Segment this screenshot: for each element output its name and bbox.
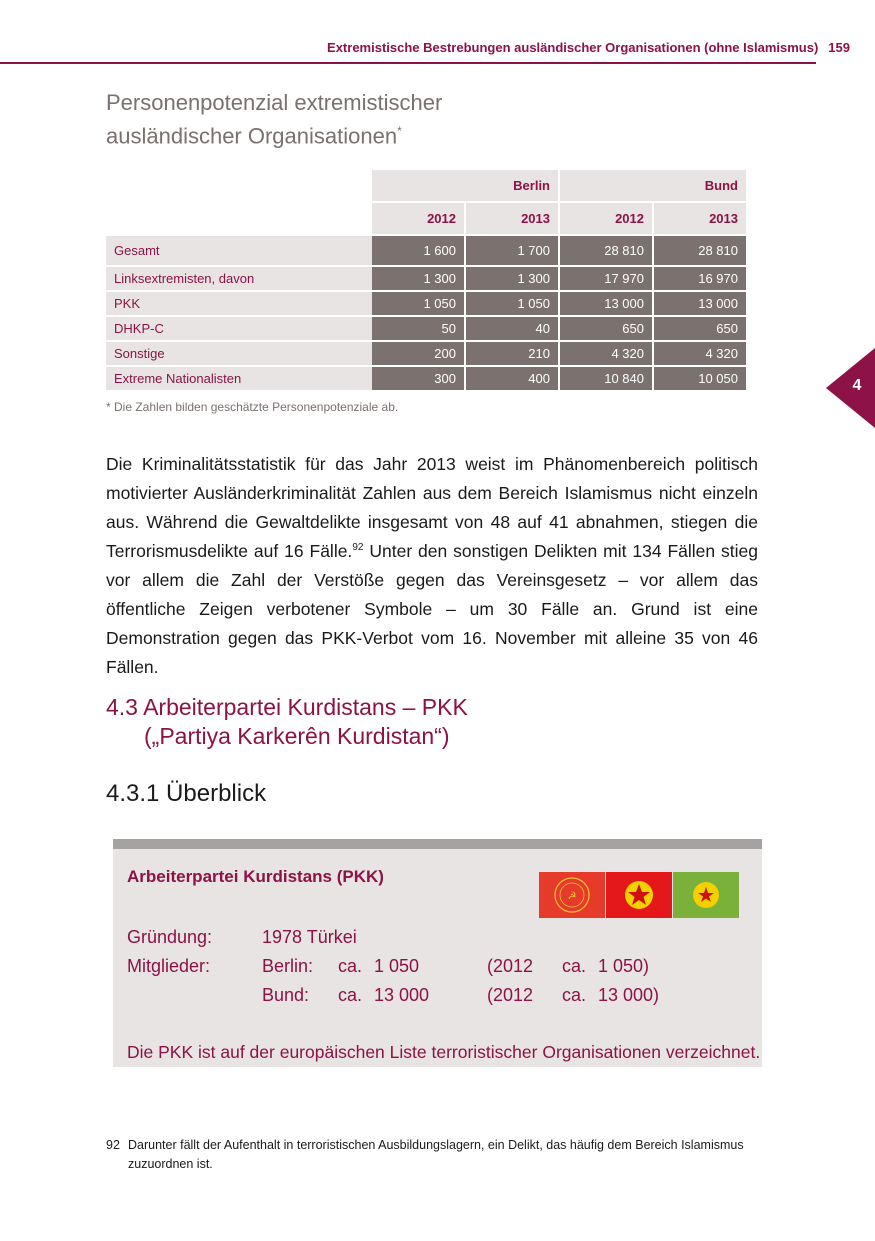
table-year-header-row <box>106 201 746 234</box>
table-cell: 4 320 <box>558 340 652 365</box>
footnote-number: 92 <box>106 1138 120 1152</box>
berlin-prev-value: 1 050) <box>598 956 650 976</box>
row-label: Linksextremisten, davon <box>106 265 372 290</box>
running-head <box>200 40 850 55</box>
footnote-reference: 92 <box>352 542 364 554</box>
bund-ca: ca. <box>338 985 363 1005</box>
table-cell: 16 970 <box>652 265 746 290</box>
table-cell: 1 300 <box>464 265 558 290</box>
table-cell: 28 810 <box>558 234 652 265</box>
footnote <box>106 1136 756 1174</box>
svg-text:☭: ☭ <box>567 891 577 902</box>
table-title-marker: * <box>397 124 402 138</box>
table-row <box>106 340 746 365</box>
bund-prev-value: 13 000) <box>598 985 660 1005</box>
table-cell: 10 840 <box>558 365 652 390</box>
bund-label: Bund: <box>262 985 310 1005</box>
table-cell: 50 <box>372 315 464 340</box>
table-cell: 300 <box>372 365 464 390</box>
table-title-line1: Personenpotenzial extremistischer <box>106 90 443 115</box>
row-label: PKK <box>106 290 372 315</box>
year-header: 2012 <box>558 201 652 234</box>
flag-red-star <box>606 872 672 918</box>
body-text-part2: Unter den sonstigen Delikten mit 134 Fällen stieg vor allem die Zahl der Verstöße gegen das Vereinsgesetz – vor allem das öffentliche Zeigen verbotener Symbole – um 30 Fälle an. Grund ist eine Demonstration gegen das PKK-Verbot vom 16. November mit alleine 35 von 46 Fällen. <box>106 541 759 677</box>
mitglieder-label: Mitglieder: <box>127 956 211 976</box>
table-row <box>106 315 746 340</box>
footnote-text: Darunter fällt der Aufenthalt in terroristischen Ausbildungslagern, ein Delikt, das häufig dem Bereich Islamismus zuzuordnen ist. <box>128 1138 744 1171</box>
table-row <box>106 234 746 265</box>
table-cell: 1 700 <box>464 234 558 265</box>
table-cell: 1 050 <box>464 290 558 315</box>
gruendung-label: Gründung: <box>127 927 213 947</box>
table-corner <box>106 201 372 234</box>
chapter-number: 4 <box>852 377 862 394</box>
info-box <box>113 839 762 1067</box>
table-cell: 4 320 <box>652 340 746 365</box>
table-cell: 1 600 <box>372 234 464 265</box>
header-rule <box>0 62 816 64</box>
table-title <box>106 89 626 150</box>
running-title: Extremistische Bestrebungen ausländischer Organisationen (ohne Islamismus) <box>327 40 819 55</box>
table-cell: 200 <box>372 340 464 365</box>
section-heading <box>106 693 468 751</box>
table-cell: 650 <box>558 315 652 340</box>
table-corner <box>106 170 372 201</box>
bund-value: 13 000 <box>374 985 430 1005</box>
row-label: Gesamt <box>106 234 372 265</box>
bund-prev-year: (2012 <box>487 985 534 1005</box>
berlin-label: Berlin: <box>262 956 314 976</box>
pkk-flags-image <box>539 872 739 918</box>
table-note: * Die Zahlen bilden geschätzte Personenpotenziale ab. <box>106 400 399 414</box>
section-heading-line1: 4.3 Arbeiterpartei Kurdistans – PKK <box>106 694 468 720</box>
table-cell: 13 000 <box>652 290 746 315</box>
berlin-prev-ca: ca. <box>562 956 587 976</box>
berlin-ca: ca. <box>338 956 363 976</box>
personnel-table <box>106 170 746 390</box>
row-label: Extreme Nationalisten <box>106 365 372 390</box>
table-row <box>106 365 746 390</box>
page-number: 159 <box>828 40 850 55</box>
info-box-note: Die PKK ist auf der europäischen Liste terroristischer Organisationen verzeichnet. <box>127 1042 761 1062</box>
year-header: 2013 <box>652 201 746 234</box>
table-cell: 650 <box>652 315 746 340</box>
table-group-header-row <box>106 170 746 201</box>
row-label: DHKP-C <box>106 315 372 340</box>
section-heading-line2: („Partiya Karkerên Kurdistan“) <box>144 723 450 749</box>
row-label: Sonstige <box>106 340 372 365</box>
year-header: 2012 <box>372 201 464 234</box>
table-cell: 13 000 <box>558 290 652 315</box>
flag-green-sun <box>673 872 739 918</box>
table-cell: 10 050 <box>652 365 746 390</box>
table-row <box>106 290 746 315</box>
table-cell: 28 810 <box>652 234 746 265</box>
berlin-prev-year: (2012 <box>487 956 534 976</box>
table-cell: 210 <box>464 340 558 365</box>
group-header-bund: Bund <box>558 170 746 201</box>
table-cell: 17 970 <box>558 265 652 290</box>
body-paragraph <box>106 450 758 682</box>
table-row <box>106 265 746 290</box>
info-box-title: Arbeiterpartei Kurdistans (PKK) <box>127 867 384 886</box>
bund-prev-ca: ca. <box>562 985 587 1005</box>
flag-red-emblem <box>539 872 605 918</box>
table-cell: 1 050 <box>372 290 464 315</box>
berlin-value: 1 050 <box>374 956 420 976</box>
gruendung-value: 1978 Türkei <box>262 927 357 947</box>
table-cell: 400 <box>464 365 558 390</box>
subsection-heading: 4.3.1 Überblick <box>106 780 267 807</box>
group-header-berlin: Berlin <box>372 170 558 201</box>
year-header: 2013 <box>464 201 558 234</box>
table-title-line2: ausländischer Organisationen <box>106 123 398 149</box>
table-cell: 1 300 <box>372 265 464 290</box>
body-text-part1: Die Kriminalitätsstatistik für das Jahr 2013 weist im Phänomenbereich politisch motivierter Ausländerkriminalität Zahlen aus dem Bereich Islamismus nicht einzeln aus. Während die Gewaltdelikte insgesamt von 48 auf 41 abnahmen, stiegen die Terrorismusdelikte auf 16 Fälle. <box>106 454 758 561</box>
table-cell: 40 <box>464 315 558 340</box>
